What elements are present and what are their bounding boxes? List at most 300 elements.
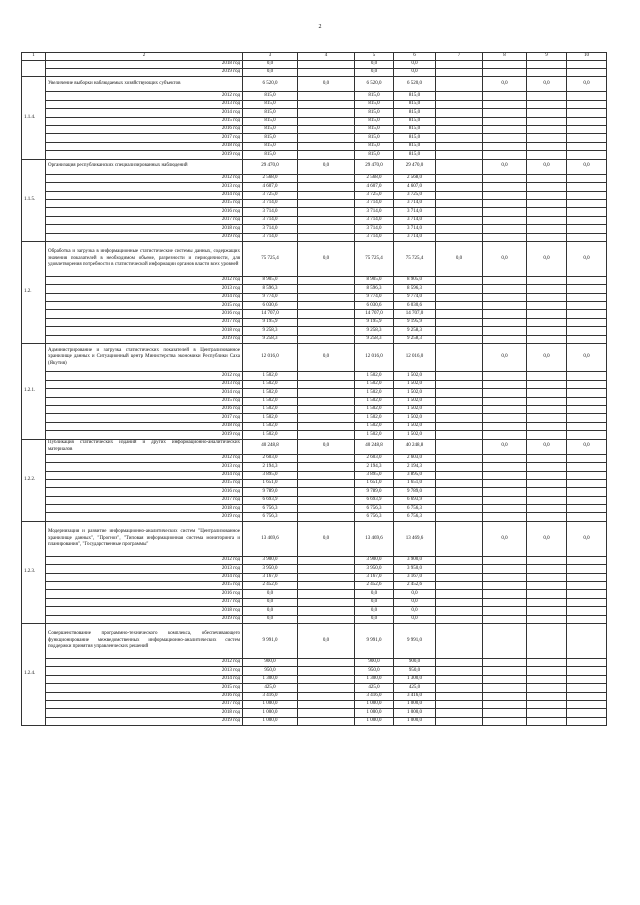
value-cell xyxy=(527,100,567,108)
value-cell: 0,0 xyxy=(298,241,355,276)
value-cell xyxy=(436,615,483,623)
value-cell xyxy=(527,623,567,658)
value-cell xyxy=(436,191,483,199)
year-row xyxy=(22,199,607,207)
value-cell xyxy=(567,142,607,150)
total-value: 1 300,0 xyxy=(243,675,298,683)
value-cell xyxy=(436,216,483,224)
value-cell xyxy=(298,109,355,117)
header-row xyxy=(22,53,607,61)
value-cell: 3 950,0 xyxy=(394,565,436,573)
value-cell xyxy=(298,496,355,504)
value-cell: 9 774,0 xyxy=(355,293,394,301)
value-cell: 815,0 xyxy=(394,117,436,125)
value-cell: 950,0 xyxy=(355,667,394,675)
value-cell: 8 905,0 xyxy=(394,276,436,284)
year-row xyxy=(22,709,607,717)
total-value: 425,0 xyxy=(243,684,298,692)
year-label: 2014 год xyxy=(46,675,243,683)
year-label: 2014 год xyxy=(46,471,243,479)
value-cell xyxy=(298,607,355,615)
value-cell xyxy=(298,422,355,430)
item-description: Совершенствование программно-технического комплекса, обеспечивающего функционирование межведомственных информационно-аналитических систем поддержки принятия управленческих решений xyxy=(46,623,243,658)
value-cell xyxy=(483,335,527,343)
value-cell xyxy=(298,285,355,293)
total-value: 40 248,8 xyxy=(243,439,298,454)
value-cell xyxy=(436,488,483,496)
value-cell xyxy=(436,276,483,284)
year-label: 2017 год xyxy=(46,134,243,142)
value-cell: 3 895,0 xyxy=(394,471,436,479)
value-cell xyxy=(298,573,355,581)
value-cell xyxy=(567,496,607,504)
value-cell: 1 000,0 xyxy=(394,709,436,717)
value-cell xyxy=(483,573,527,581)
value-cell xyxy=(527,582,567,590)
total-value: 0,0 xyxy=(243,68,298,76)
value-cell xyxy=(527,109,567,117)
value-cell xyxy=(298,134,355,142)
year-label: 2016 год xyxy=(46,126,243,134)
year-label: 2017 год xyxy=(46,598,243,606)
value-cell xyxy=(298,68,355,76)
value-cell xyxy=(567,615,607,623)
year-row xyxy=(22,68,607,76)
value-cell: 815,0 xyxy=(394,142,436,150)
item-row xyxy=(22,521,607,556)
value-cell: 815,0 xyxy=(355,92,394,100)
value-cell: 0,0 xyxy=(394,590,436,598)
value-cell: 14 707,0 xyxy=(355,310,394,318)
value-cell: 1 502,0 xyxy=(355,405,394,413)
value-cell xyxy=(483,684,527,692)
value-cell: 815,0 xyxy=(355,109,394,117)
value-cell xyxy=(527,675,567,683)
value-cell xyxy=(483,389,527,397)
year-row xyxy=(22,293,607,301)
year-label: 2019 год xyxy=(46,431,243,439)
total-value: 14 707,0 xyxy=(243,310,298,318)
value-cell xyxy=(436,667,483,675)
value-cell: 9 258,3 xyxy=(355,327,394,335)
item-number: 1.2.4. xyxy=(22,623,46,725)
value-cell xyxy=(483,318,527,326)
value-cell: 75 725,4 xyxy=(355,241,394,276)
value-cell xyxy=(483,556,527,564)
value-cell xyxy=(527,310,567,318)
value-cell: 0,0 xyxy=(298,344,355,372)
value-cell xyxy=(483,100,527,108)
header-cell: 7 xyxy=(436,53,483,61)
year-row xyxy=(22,380,607,388)
value-cell xyxy=(298,225,355,233)
year-row xyxy=(22,590,607,598)
value-cell: 3 725,0 xyxy=(355,191,394,199)
value-cell xyxy=(527,68,567,76)
value-cell xyxy=(567,623,607,658)
value-cell xyxy=(527,709,567,717)
value-cell xyxy=(436,479,483,487)
value-cell xyxy=(567,471,607,479)
year-row xyxy=(22,100,607,108)
total-value: 3 950,0 xyxy=(243,565,298,573)
year-label: 2013 год xyxy=(46,667,243,675)
year-row xyxy=(22,717,607,725)
value-cell: 0,0 xyxy=(355,598,394,606)
value-cell: 6 693,9 xyxy=(394,496,436,504)
year-label: 2013 год xyxy=(46,100,243,108)
value-cell xyxy=(527,183,567,191)
value-cell xyxy=(527,389,567,397)
total-value: 1 502,0 xyxy=(243,397,298,405)
value-cell: 0,0 xyxy=(567,241,607,276)
value-cell xyxy=(298,100,355,108)
item-row xyxy=(22,623,607,658)
value-cell xyxy=(483,310,527,318)
value-cell xyxy=(298,615,355,623)
year-row xyxy=(22,615,607,623)
header-cell: 3 xyxy=(243,53,298,61)
value-cell xyxy=(527,431,567,439)
value-cell xyxy=(298,717,355,725)
item-number: 1.1.5. xyxy=(22,159,46,241)
year-row xyxy=(22,372,607,380)
value-cell: 3 167,0 xyxy=(394,573,436,581)
year-row xyxy=(22,318,607,326)
item-number xyxy=(22,60,46,77)
value-cell: 3 900,0 xyxy=(394,556,436,564)
year-row xyxy=(22,310,607,318)
year-label: 2016 год xyxy=(46,208,243,216)
value-cell xyxy=(483,109,527,117)
year-label: 2017 год xyxy=(46,496,243,504)
year-row xyxy=(22,389,607,397)
value-cell xyxy=(483,327,527,335)
value-cell: 1 000,0 xyxy=(355,709,394,717)
value-cell xyxy=(567,293,607,301)
value-cell xyxy=(567,327,607,335)
value-cell xyxy=(298,414,355,422)
item-description: Модернизация и развитие информационно-аналитических систем "Централизованное хранилище данных", "Прогноз", "Типовая информационная система мониторинга и планирования", "Государственные программы" xyxy=(46,521,243,556)
value-cell: 2 452,6 xyxy=(394,582,436,590)
total-value: 9 195,9 xyxy=(243,318,298,326)
total-value: 13 469,6 xyxy=(243,521,298,556)
value-cell: 9 258,3 xyxy=(394,327,436,335)
value-cell xyxy=(436,372,483,380)
value-cell xyxy=(527,60,567,68)
year-row xyxy=(22,454,607,462)
value-cell: 0,0 xyxy=(527,521,567,556)
value-cell: 0,0 xyxy=(483,159,527,174)
value-cell xyxy=(567,100,607,108)
year-label: 2014 год xyxy=(46,191,243,199)
value-cell xyxy=(298,431,355,439)
year-label: 2018 год xyxy=(46,709,243,717)
total-value: 1 502,0 xyxy=(243,405,298,413)
value-cell xyxy=(567,174,607,182)
total-value: 1 502,0 xyxy=(243,389,298,397)
value-cell: 14 707,0 xyxy=(394,310,436,318)
year-label: 2019 год xyxy=(46,615,243,623)
value-cell xyxy=(436,380,483,388)
value-cell: 815,0 xyxy=(355,142,394,150)
year-row xyxy=(22,60,607,68)
year-row xyxy=(22,276,607,284)
value-cell xyxy=(527,414,567,422)
year-label: 2014 год xyxy=(46,109,243,117)
value-cell: 3 714,0 xyxy=(394,233,436,241)
year-row xyxy=(22,479,607,487)
value-cell xyxy=(483,126,527,134)
value-cell: 0,0 xyxy=(567,77,607,92)
value-cell: 0,0 xyxy=(394,607,436,615)
value-cell: 12 016,0 xyxy=(355,344,394,372)
value-cell xyxy=(567,488,607,496)
year-label: 2012 год xyxy=(46,658,243,666)
value-cell xyxy=(483,60,527,68)
value-cell xyxy=(527,276,567,284)
total-value: 12 016,0 xyxy=(243,344,298,372)
value-cell xyxy=(483,199,527,207)
value-cell xyxy=(298,590,355,598)
value-cell: 9 789,0 xyxy=(394,488,436,496)
year-row xyxy=(22,405,607,413)
value-cell xyxy=(527,496,567,504)
value-cell: 6 756,3 xyxy=(394,513,436,521)
value-cell xyxy=(527,327,567,335)
value-cell xyxy=(483,422,527,430)
year-row xyxy=(22,684,607,692)
year-label: 2018 год xyxy=(46,327,243,335)
value-cell xyxy=(298,372,355,380)
year-label: 2015 год xyxy=(46,684,243,692)
value-cell: 1 000,0 xyxy=(394,717,436,725)
value-cell: 3 725,0 xyxy=(394,191,436,199)
value-cell xyxy=(527,607,567,615)
total-value: 815,0 xyxy=(243,142,298,150)
value-cell xyxy=(567,556,607,564)
total-value: 9 991,0 xyxy=(243,623,298,658)
value-cell xyxy=(298,598,355,606)
value-cell xyxy=(298,276,355,284)
value-cell: 3 167,0 xyxy=(355,573,394,581)
value-cell xyxy=(298,667,355,675)
value-cell: 6 756,3 xyxy=(355,505,394,513)
total-value: 9 258,3 xyxy=(243,327,298,335)
value-cell xyxy=(436,471,483,479)
value-cell: 900,0 xyxy=(355,658,394,666)
total-value: 1 000,0 xyxy=(243,717,298,725)
item-number: 1.2.2. xyxy=(22,439,46,521)
value-cell: 1 502,0 xyxy=(355,380,394,388)
value-cell xyxy=(567,675,607,683)
value-cell xyxy=(567,302,607,310)
value-cell xyxy=(483,405,527,413)
value-cell xyxy=(436,439,483,454)
value-cell xyxy=(527,92,567,100)
value-cell xyxy=(527,422,567,430)
year-label: 2019 год xyxy=(46,151,243,159)
value-cell: 3 416,0 xyxy=(355,692,394,700)
value-cell xyxy=(567,318,607,326)
value-cell xyxy=(436,573,483,581)
value-cell xyxy=(436,598,483,606)
value-cell: 13 469,6 xyxy=(394,521,436,556)
value-cell xyxy=(567,117,607,125)
value-cell xyxy=(483,142,527,150)
value-cell xyxy=(436,208,483,216)
value-cell xyxy=(527,692,567,700)
value-cell xyxy=(483,496,527,504)
value-cell xyxy=(483,183,527,191)
value-cell xyxy=(567,565,607,573)
value-cell: 2 452,6 xyxy=(355,582,394,590)
year-row xyxy=(22,183,607,191)
item-description: Организация республиканских специализированных наблюдений xyxy=(46,159,243,174)
value-cell xyxy=(567,598,607,606)
year-label: 2016 год xyxy=(46,692,243,700)
value-cell: 4 607,0 xyxy=(355,183,394,191)
item-description: Публикация статистических изданий и других информационно-аналитических материалов xyxy=(46,439,243,454)
year-row xyxy=(22,151,607,159)
value-cell xyxy=(436,414,483,422)
value-cell xyxy=(527,117,567,125)
total-value: 815,0 xyxy=(243,117,298,125)
header-cell: 8 xyxy=(483,53,527,61)
value-cell xyxy=(436,717,483,725)
value-cell: 0,0 xyxy=(567,159,607,174)
value-cell xyxy=(567,454,607,462)
value-cell xyxy=(436,293,483,301)
item-description: Администрирование и загрузка статистических показателей в Централизованное хранилище данных и Ситуационный центр Министерства экономики Республики Саха (Якутия) xyxy=(46,344,243,372)
value-cell xyxy=(567,422,607,430)
year-row xyxy=(22,513,607,521)
value-cell xyxy=(483,615,527,623)
year-row xyxy=(22,142,607,150)
value-cell: 40 248,8 xyxy=(394,439,436,454)
value-cell xyxy=(436,431,483,439)
value-cell xyxy=(483,471,527,479)
value-cell xyxy=(483,454,527,462)
total-value: 900,0 xyxy=(243,658,298,666)
value-cell: 3 714,0 xyxy=(355,199,394,207)
value-cell xyxy=(298,117,355,125)
value-cell: 0,0 xyxy=(394,615,436,623)
value-cell xyxy=(483,692,527,700)
value-cell xyxy=(436,134,483,142)
total-value: 0,0 xyxy=(243,598,298,606)
value-cell xyxy=(436,389,483,397)
item-description: Обработка и загрузка в информационные статистические системы данных, содержащих значения показателей в необходимом объеме, разрезности и периодичности, для удовлетворения потребности в статистической информации органов власти всех уровней xyxy=(46,241,243,276)
value-cell: 1 502,0 xyxy=(394,397,436,405)
value-cell xyxy=(298,684,355,692)
value-cell xyxy=(483,505,527,513)
year-row xyxy=(22,692,607,700)
year-label: 2016 год xyxy=(46,310,243,318)
value-cell xyxy=(567,233,607,241)
value-cell: 0,0 xyxy=(355,60,394,68)
value-cell: 3 714,0 xyxy=(355,225,394,233)
value-cell xyxy=(527,134,567,142)
value-cell xyxy=(483,607,527,615)
value-cell xyxy=(567,658,607,666)
total-value: 3 714,0 xyxy=(243,208,298,216)
value-cell xyxy=(527,556,567,564)
value-cell: 2 194,3 xyxy=(355,463,394,471)
year-label: 2018 год xyxy=(46,142,243,150)
value-cell xyxy=(527,397,567,405)
value-cell xyxy=(436,159,483,174)
value-cell: 815,0 xyxy=(355,100,394,108)
year-label: 2012 год xyxy=(46,556,243,564)
total-value: 1 502,0 xyxy=(243,372,298,380)
value-cell xyxy=(436,405,483,413)
value-cell: 0,0 xyxy=(298,439,355,454)
value-cell: 1 502,0 xyxy=(355,372,394,380)
header-cell: 9 xyxy=(527,53,567,61)
value-cell xyxy=(436,513,483,521)
value-cell: 3 895,0 xyxy=(355,471,394,479)
value-cell xyxy=(567,684,607,692)
item-number: 1.2.3. xyxy=(22,521,46,623)
total-value: 3 416,0 xyxy=(243,692,298,700)
value-cell: 950,0 xyxy=(394,667,436,675)
value-cell: 0,0 xyxy=(567,344,607,372)
year-row xyxy=(22,505,607,513)
year-label: 2015 год xyxy=(46,117,243,125)
value-cell xyxy=(527,293,567,301)
value-cell: 0,0 xyxy=(483,241,527,276)
year-row xyxy=(22,327,607,335)
value-cell xyxy=(298,582,355,590)
value-cell: 12 016,0 xyxy=(394,344,436,372)
value-cell: 3 714,0 xyxy=(355,208,394,216)
year-row xyxy=(22,573,607,581)
value-cell: 40 248,8 xyxy=(355,439,394,454)
year-label: 2013 год xyxy=(46,380,243,388)
year-row xyxy=(22,208,607,216)
header-cell: 6 xyxy=(394,53,436,61)
value-cell xyxy=(527,199,567,207)
value-cell xyxy=(567,700,607,708)
total-value: 3 900,0 xyxy=(243,556,298,564)
value-cell xyxy=(483,285,527,293)
value-cell xyxy=(483,117,527,125)
item-row xyxy=(22,241,607,276)
value-cell xyxy=(483,302,527,310)
value-cell xyxy=(567,692,607,700)
value-cell xyxy=(436,142,483,150)
value-cell xyxy=(298,142,355,150)
year-row xyxy=(22,191,607,199)
value-cell: 0,0 xyxy=(527,439,567,454)
year-label: 2017 год xyxy=(46,414,243,422)
value-cell xyxy=(483,276,527,284)
value-cell: 9 258,3 xyxy=(355,335,394,343)
value-cell xyxy=(567,505,607,513)
value-cell xyxy=(483,582,527,590)
value-cell xyxy=(436,60,483,68)
year-label: 2015 год xyxy=(46,582,243,590)
value-cell xyxy=(483,225,527,233)
value-cell xyxy=(436,454,483,462)
year-row xyxy=(22,117,607,125)
value-cell: 9 991,0 xyxy=(355,623,394,658)
value-cell: 1 502,0 xyxy=(394,422,436,430)
value-cell xyxy=(483,233,527,241)
value-cell xyxy=(436,556,483,564)
total-value: 1 502,0 xyxy=(243,414,298,422)
